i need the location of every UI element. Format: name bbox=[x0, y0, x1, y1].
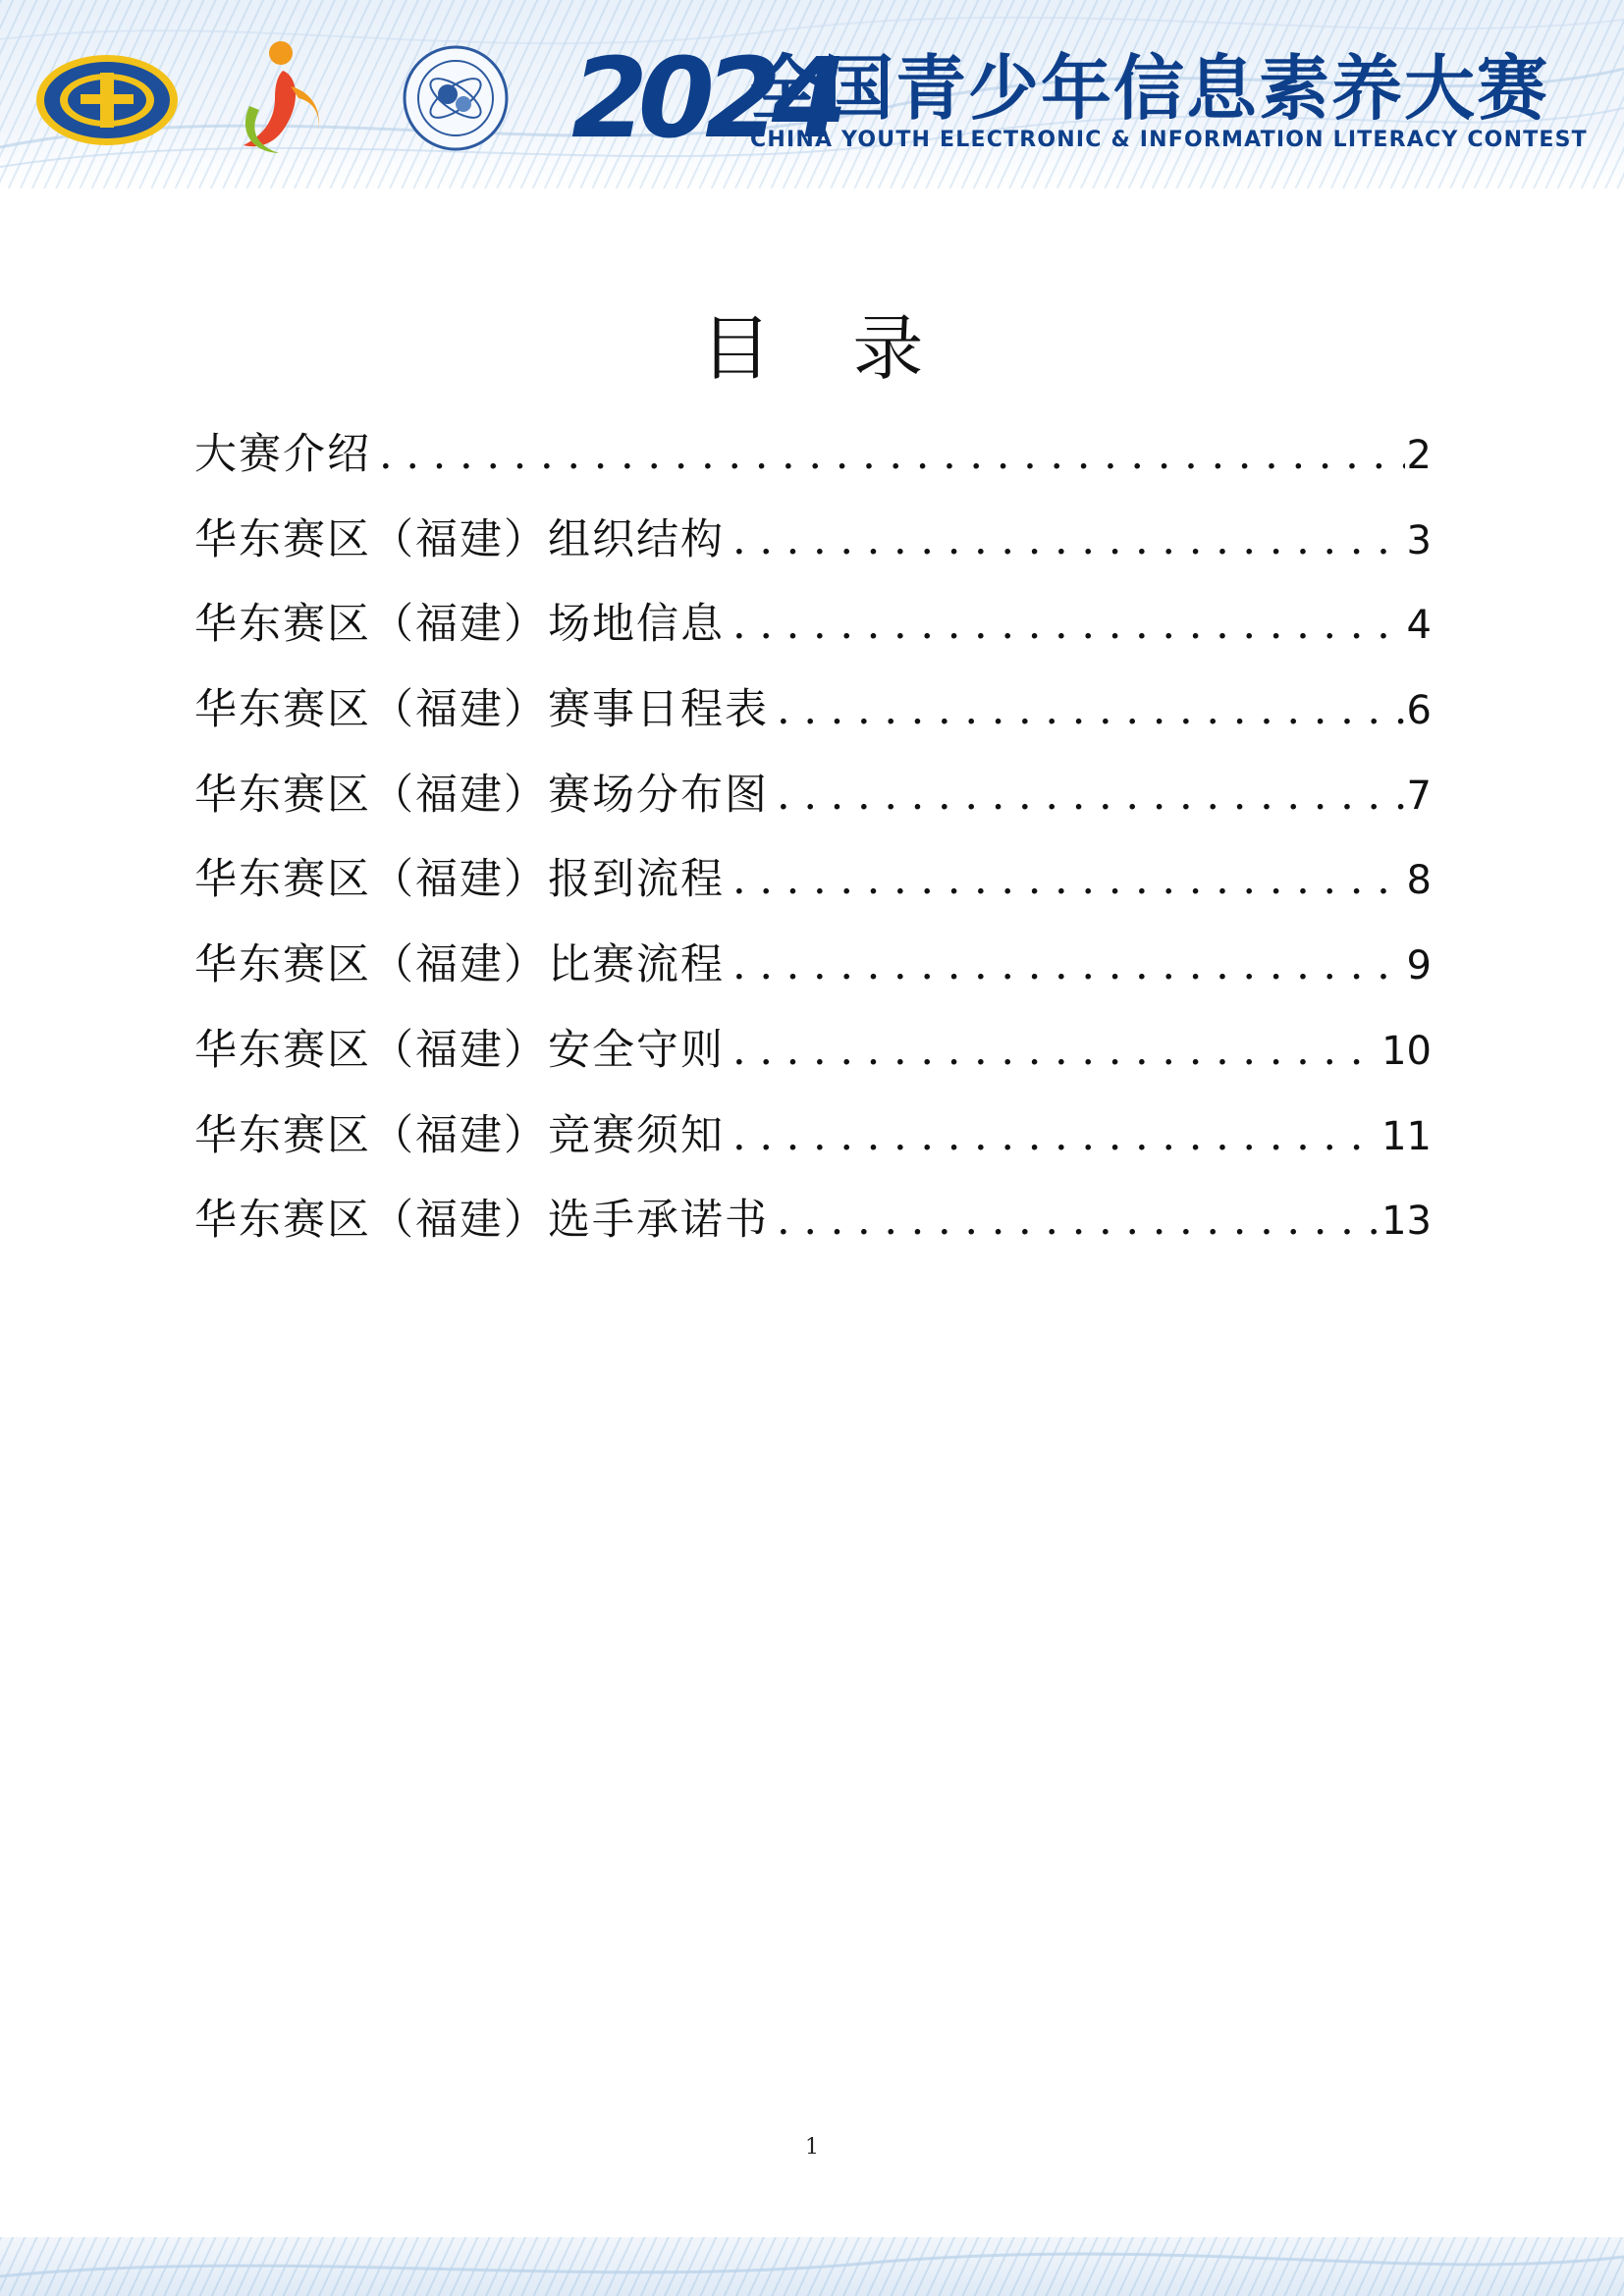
toc-entry-label: 华东赛区（福建）赛事日程表 bbox=[194, 685, 769, 735]
toc-entry-page: 9 bbox=[1406, 943, 1432, 989]
toc-entry-page: 2 bbox=[1406, 433, 1432, 478]
toc-dot-leader bbox=[732, 837, 1405, 923]
toc-title: 目 录 bbox=[700, 307, 953, 390]
contest-name-en: CHINA YOUTH ELECTRONIC & INFORMATION LITERACY CONTEST bbox=[750, 128, 1588, 152]
toc-entry-page: 7 bbox=[1406, 773, 1432, 819]
toc-entry[interactable] bbox=[194, 837, 1432, 923]
footer-band bbox=[0, 2237, 1624, 2296]
toc-entry[interactable] bbox=[194, 1094, 1432, 1179]
toc-dot-leader bbox=[777, 753, 1405, 838]
toc-entry-page: 11 bbox=[1381, 1113, 1432, 1159]
toc-entry[interactable] bbox=[194, 498, 1432, 583]
toc-dot-leader bbox=[777, 1178, 1380, 1263]
toc-entry-label: 华东赛区（福建）选手承诺书 bbox=[194, 1196, 769, 1246]
toc-dot-leader bbox=[379, 412, 1405, 498]
toc-entry[interactable] bbox=[194, 753, 1432, 838]
toc-entry-label: 华东赛区（福建）场地信息 bbox=[194, 600, 725, 650]
toc-entry-page: 6 bbox=[1406, 688, 1432, 734]
toc-entry[interactable] bbox=[194, 923, 1432, 1008]
youth-figure-logo-icon bbox=[220, 37, 336, 159]
toc-dot-leader bbox=[732, 1008, 1380, 1094]
header-banner bbox=[0, 0, 1624, 188]
toc-dot-leader bbox=[777, 667, 1405, 753]
toc-entry[interactable] bbox=[194, 1178, 1432, 1263]
toc-entry[interactable] bbox=[194, 1008, 1432, 1094]
contest-year: 2024 bbox=[571, 35, 839, 163]
cie-emblem-icon bbox=[33, 51, 181, 149]
toc-entry[interactable] bbox=[194, 582, 1432, 667]
toc-entry-page: 8 bbox=[1406, 858, 1432, 904]
toc-dot-leader bbox=[732, 582, 1405, 667]
footer-wave-icon bbox=[0, 2237, 1624, 2296]
toc-entry-label: 华东赛区（福建）组织结构 bbox=[194, 514, 725, 564]
toc-entry-page: 3 bbox=[1406, 517, 1432, 563]
toc-entry-page: 4 bbox=[1406, 603, 1432, 649]
toc-entry-label: 华东赛区（福建）报到流程 bbox=[194, 855, 725, 905]
table-of-contents bbox=[194, 412, 1432, 1263]
toc-entry-label: 华东赛区（福建）比赛流程 bbox=[194, 940, 725, 990]
toc-entry-label: 华东赛区（福建）竞赛须知 bbox=[194, 1110, 725, 1160]
toc-dot-leader bbox=[732, 498, 1405, 583]
toc-entry-label: 华东赛区（福建）安全守则 bbox=[194, 1025, 725, 1075]
contest-name-cn: 全国青少年信息素养大赛 bbox=[750, 47, 1550, 130]
robot-research-seal-icon bbox=[401, 43, 511, 153]
toc-entry-page: 13 bbox=[1381, 1199, 1432, 1245]
toc-dot-leader bbox=[732, 923, 1405, 1008]
contest-title bbox=[571, 35, 1593, 163]
toc-entry-label: 大赛介绍 bbox=[194, 430, 371, 479]
page-number: 1 bbox=[805, 2135, 819, 2160]
toc-entry[interactable] bbox=[194, 412, 1432, 498]
toc-dot-leader bbox=[732, 1094, 1380, 1179]
toc-entry-label: 华东赛区（福建）赛场分布图 bbox=[194, 770, 769, 820]
toc-entry[interactable] bbox=[194, 667, 1432, 753]
toc-entry-page: 10 bbox=[1381, 1028, 1432, 1074]
